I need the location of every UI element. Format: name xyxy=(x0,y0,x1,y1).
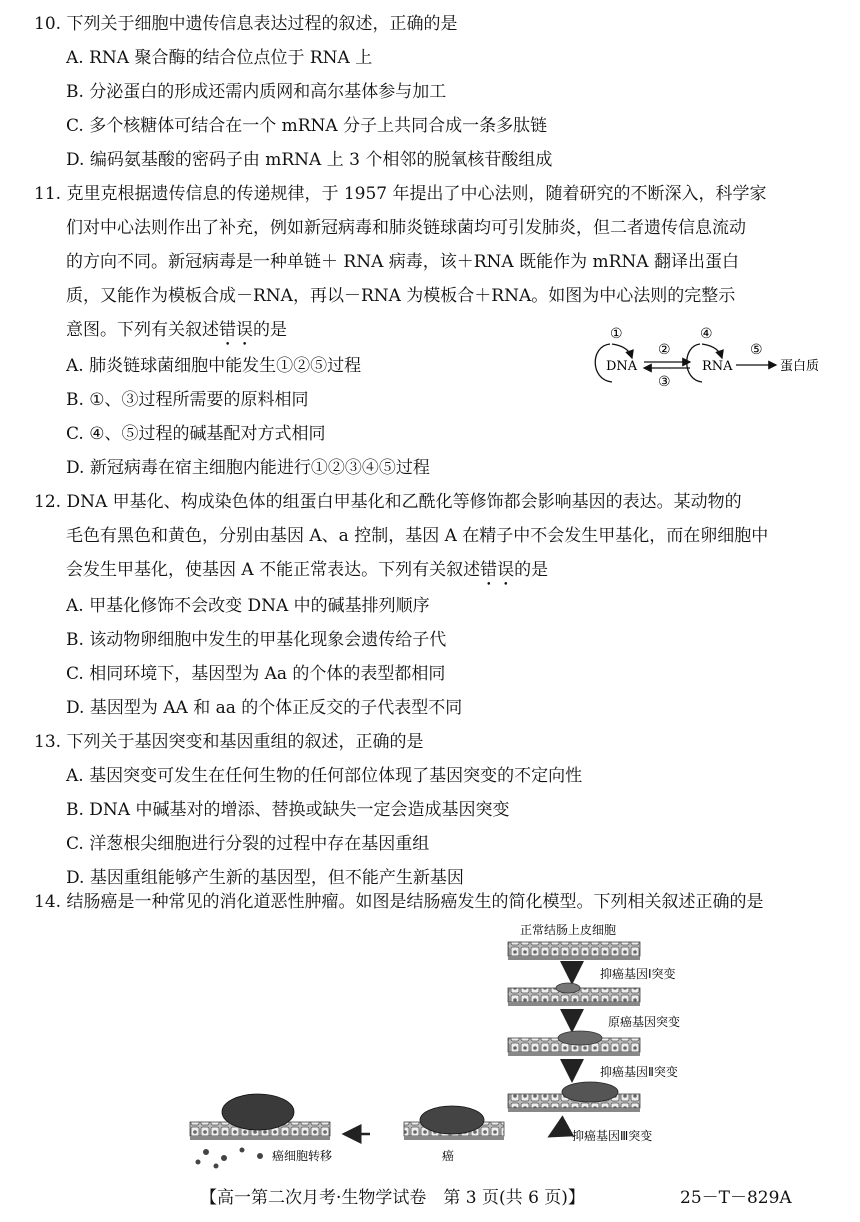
label-2: ② xyxy=(658,342,671,358)
q12-stem-line-1: 12. DNA 甲基化、构成染色体的组蛋白甲基化和乙酰化等修饰都会影响基因的表达。某动物的 xyxy=(34,492,742,512)
cancer-label: 癌 xyxy=(442,1149,455,1163)
q11-stem-line-3: 的方向不同。新冠病毒是一种单链＋ RNA 病毒，该＋RNA 既能作为 mRNA 翻译出蛋白 xyxy=(66,252,739,272)
metastasis-label: 癌细胞转移 xyxy=(272,1149,333,1163)
basement-layer xyxy=(508,956,640,960)
q10-option-d: D. 编码氨基酸的密码子由 mRNA 上 3 个相邻的脱氧核苷酸组成 xyxy=(66,150,553,170)
q13-option-a: A. 基因突变可发生在任何生物的任何部位体现了基因突变的不定向性 xyxy=(66,766,583,786)
q11-stem-line-1: 11. 克里克根据遗传信息的传递规律，于 1957 年提出了中心法则，随着研究的不断深入，科学家 xyxy=(34,184,767,204)
metastatic-mass xyxy=(222,1094,294,1130)
rna-replication-arc xyxy=(687,344,702,382)
footer-title: 【高一第二次月考·生物学试卷 第 3 页(共 6 页)】 xyxy=(200,1188,585,1208)
basement-layer xyxy=(508,1002,640,1006)
q11-stem-prefix: 意图。下列有关叙述 xyxy=(66,320,219,340)
q11-stem-line-5 xyxy=(66,318,287,350)
step1-label: 抑癌基因Ⅰ突变 xyxy=(600,967,676,981)
q12-option-d: D. 基因型为 AA 和 aa 的个体正反交的子代表型不同 xyxy=(66,698,463,718)
label-1: ① xyxy=(610,326,623,342)
step3-label: 抑癌基因Ⅱ突变 xyxy=(600,1065,678,1079)
q12-option-a: A. 甲基化修饰不会改变 DNA 中的碱基排列顺序 xyxy=(66,596,430,616)
colon-cancer-model-figure xyxy=(180,922,710,1172)
label-4: ④ xyxy=(700,326,713,342)
rna-label: RNA xyxy=(702,359,733,374)
q11-stem-line-4: 质，又能作为模板合成－RNA，再以－RNA 为模板合＋RNA。如图为中心法则的完整示 xyxy=(66,286,736,306)
q12-stem-prefix: 会发生甲基化，使基因 A 不能正常表达。下列有关叙述 xyxy=(66,560,481,580)
mutant-cell-cluster xyxy=(556,983,580,993)
q11-stem-emphasis: 错误 xyxy=(219,320,253,340)
basement-layer xyxy=(404,1136,504,1140)
q12-stem-suffix: 的是 xyxy=(514,560,549,580)
basement-layer xyxy=(190,1136,330,1140)
q12-stem-line-3 xyxy=(66,558,548,590)
q10-option-a: A. RNA 聚合酶的结合位点位于 RNA 上 xyxy=(66,48,373,68)
basement-layer xyxy=(508,1052,640,1056)
q12-stem-emphasis: 错误 xyxy=(480,560,515,580)
polyp-cluster xyxy=(558,1031,602,1045)
q12-stem-line-2: 毛色有黑色和黄色，分别由基因 A、a 控制，基因 A 在精子中不会发生甲基化，而在卵细胞中 xyxy=(66,526,769,546)
normal-cells-label: 正常结肠上皮细胞 xyxy=(520,923,617,937)
q11-option-c: C. ④、⑤过程的碱基配对方式相同 xyxy=(66,424,326,444)
q11-stem-suffix: 的是 xyxy=(253,320,287,340)
step-arrow-4 xyxy=(550,1126,568,1136)
q11-option-b: B. ①、③过程所需要的原料相同 xyxy=(66,390,309,410)
dna-label: DNA xyxy=(606,359,638,374)
step4-label: 抑癌基因Ⅲ突变 xyxy=(572,1129,653,1143)
q13-option-b: B. DNA 中碱基对的增添、替换或缺失一定会造成基因突变 xyxy=(66,800,510,820)
q14-stem: 14. 结肠癌是一种常见的消化道恶性肿瘤。如图是结肠癌发生的简化模型。下列相关叙述正确的是 xyxy=(34,892,764,912)
step2-label: 原癌基因突变 xyxy=(608,1015,681,1029)
q11-stem-line-2: 们对中心法则作出了补充，例如新冠病毒和肺炎链球菌均可引发肺炎，但二者遗传信息流动 xyxy=(66,218,746,238)
q11-option-d: D. 新冠病毒在宿主细胞内能进行①②③④⑤过程 xyxy=(66,458,430,478)
q13-option-d: D. 基因重组能够产生新的基因型，但不能产生新基因 xyxy=(66,868,464,888)
q12-option-b: B. 该动物卵细胞中发生的甲基化现象会遗传给子代 xyxy=(66,630,447,650)
replication-arrow xyxy=(612,344,632,358)
label-5: ⑤ xyxy=(750,342,763,358)
q11-option-a: A. 肺炎链球菌细胞中能发生①②⑤过程 xyxy=(66,356,362,376)
rna-replication-arrow xyxy=(702,344,722,358)
q13-stem: 13. 下列关于基因突变和基因重组的叙述，正确的是 xyxy=(34,732,424,752)
normal-epithelium xyxy=(508,942,640,956)
q13-option-c: C. 洋葱根尖细胞进行分裂的过程中存在基因重组 xyxy=(66,834,430,854)
adenoma-cluster xyxy=(562,1082,618,1102)
escaped-cancer-cells xyxy=(196,1148,264,1169)
q10-stem: 10. 下列关于细胞中遗传信息表达过程的叙述，正确的是 xyxy=(34,14,458,34)
footer-code: 25－T－829A xyxy=(680,1188,792,1208)
q10-option-b: B. 分泌蛋白的形成还需内质网和高尔基体参与加工 xyxy=(66,82,447,102)
label-3: ③ xyxy=(658,374,671,390)
tumor-mass xyxy=(420,1106,484,1134)
q12-option-c: C. 相同环境下，基因型为 Aa 的个体的表型都相同 xyxy=(66,664,446,684)
protein-label: 蛋白质 xyxy=(780,359,820,374)
basement-layer xyxy=(508,1108,640,1112)
q10-option-c: C. 多个核糖体可结合在一个 mRNA 分子上共同合成一条多肽链 xyxy=(66,116,548,136)
central-dogma-diagram xyxy=(590,322,830,402)
